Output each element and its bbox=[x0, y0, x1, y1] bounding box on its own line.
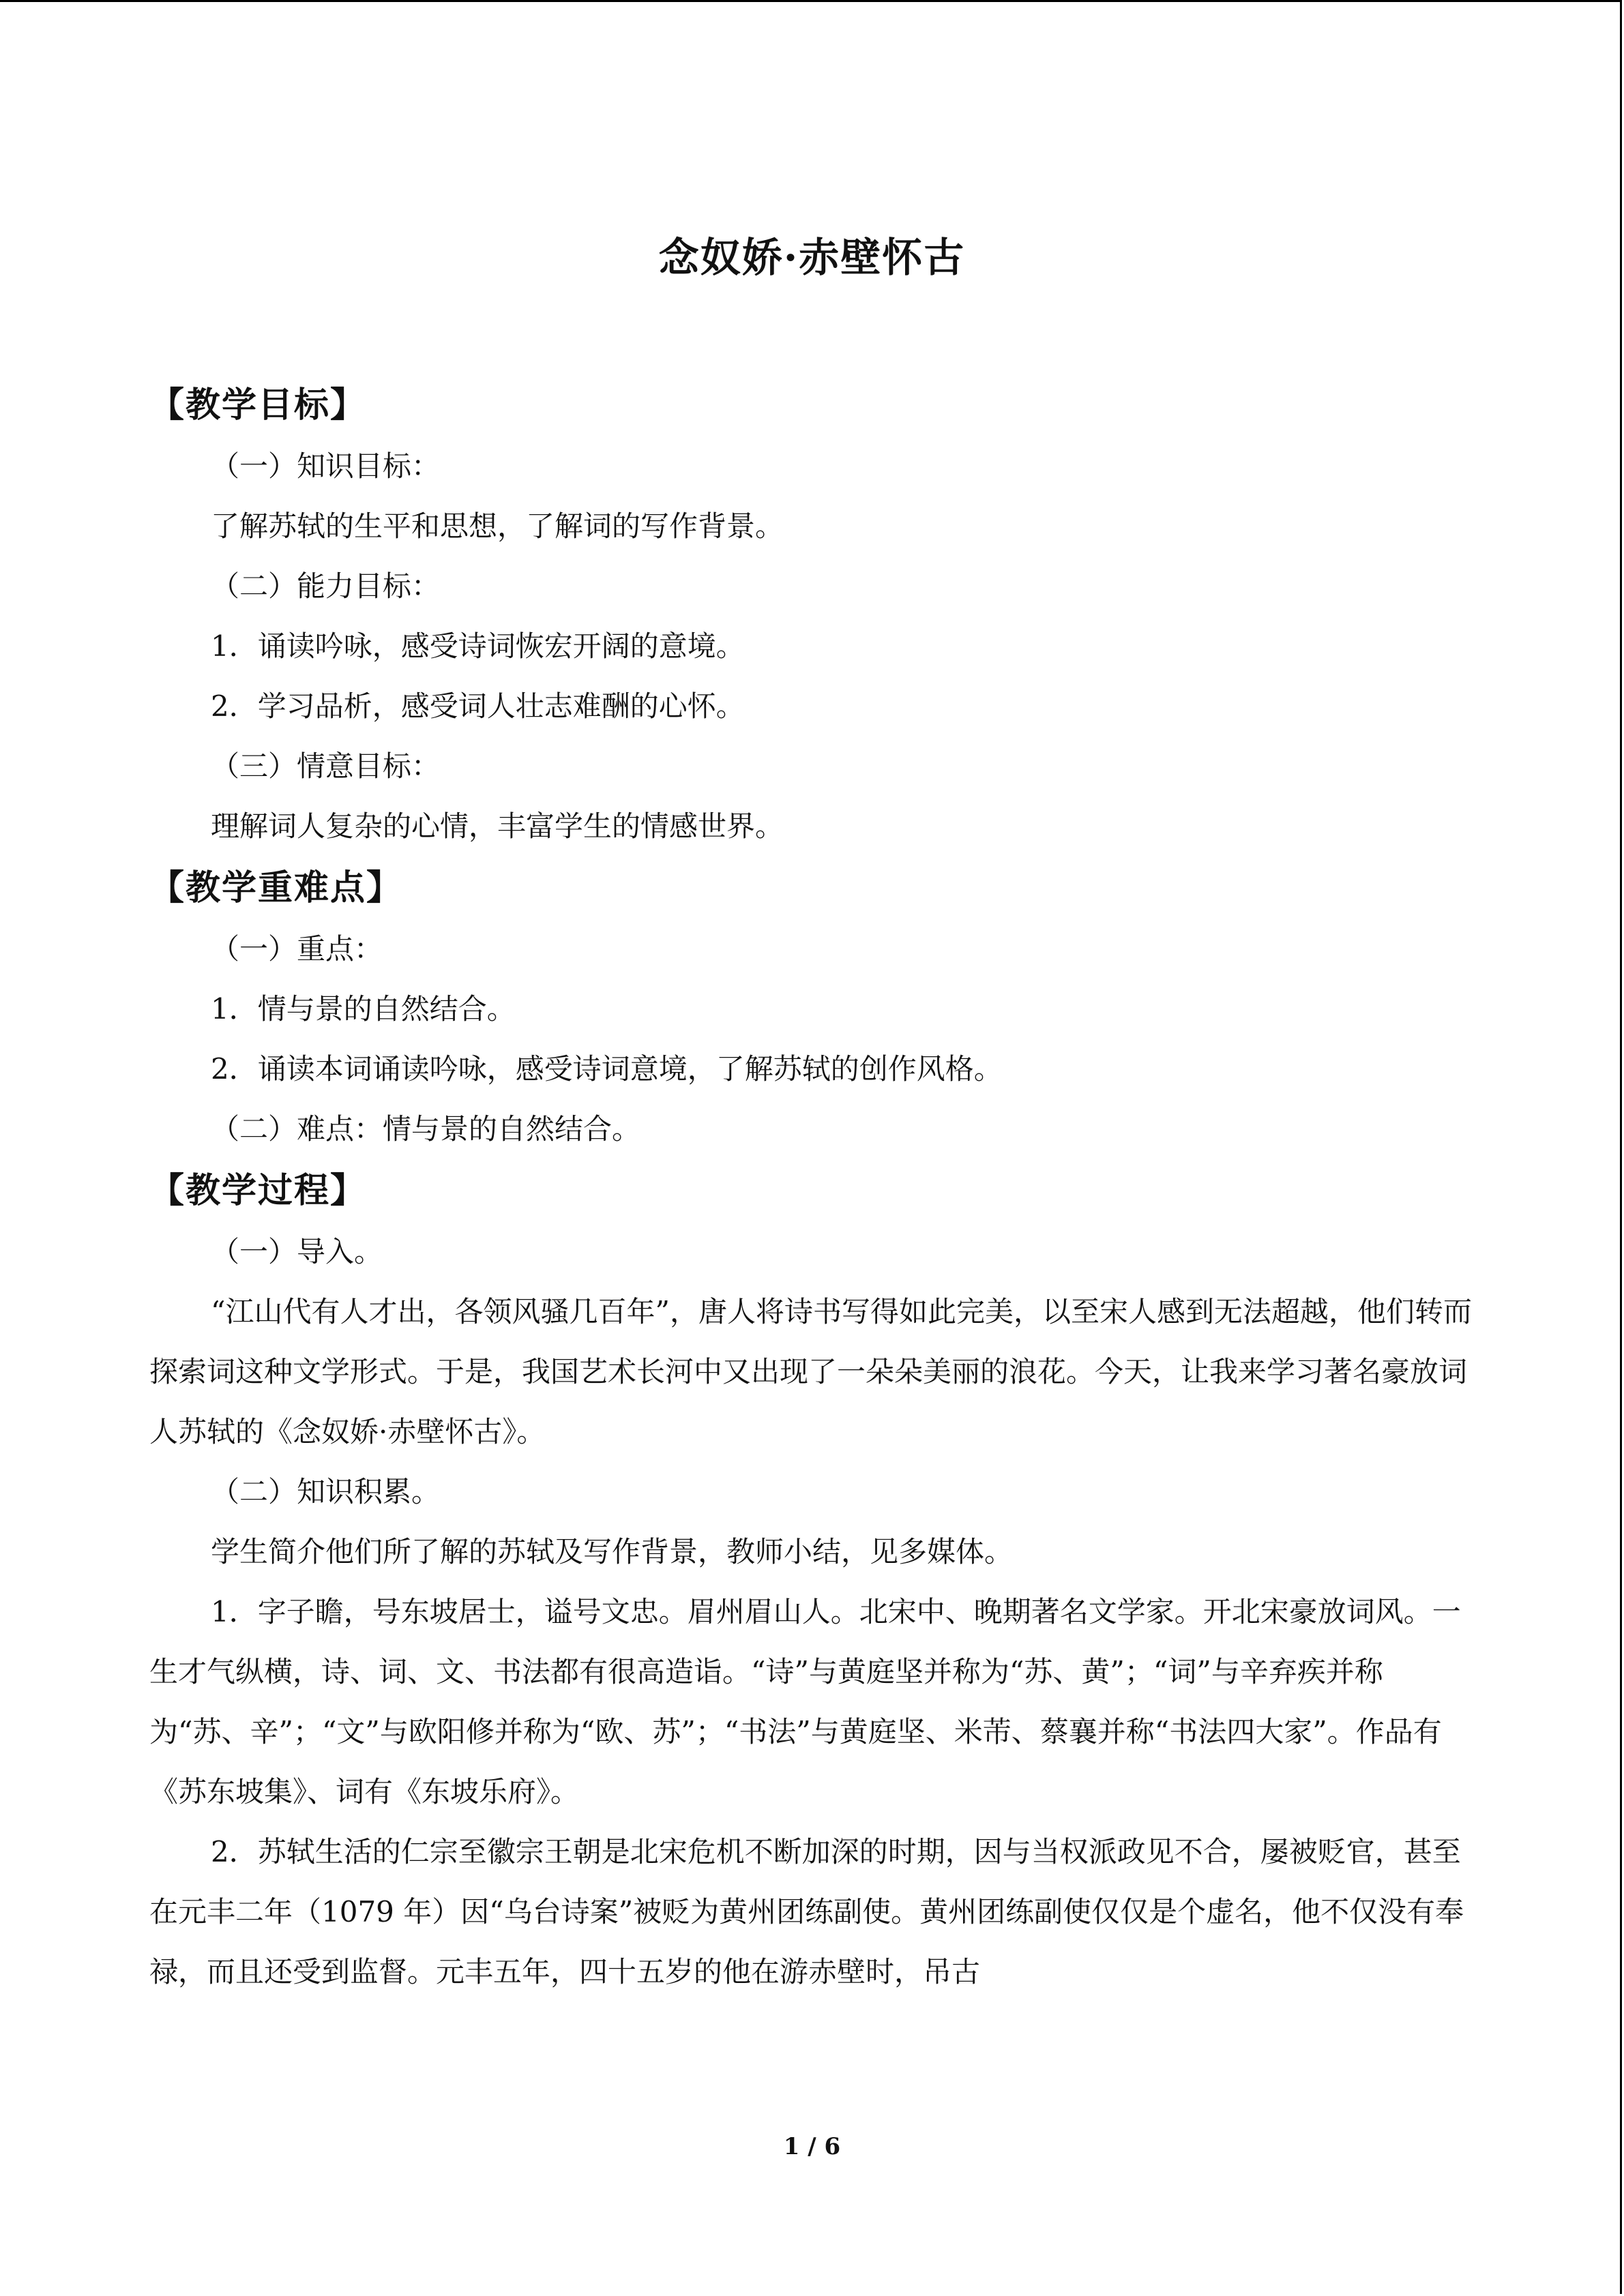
key-points-paragraph: 2．诵读本词诵读吟咏，感受诗词意境，了解苏轼的创作风格。 bbox=[211, 1052, 1003, 1086]
document-title: 念奴娇·赤壁怀古 bbox=[658, 233, 966, 281]
section-heading-objectives: 【教学目标】 bbox=[149, 385, 367, 426]
objectives-paragraph: （二）能力目标： bbox=[211, 569, 441, 603]
objectives-paragraph: 了解苏轼的生平和思想，了解词的写作背景。 bbox=[211, 509, 784, 543]
section-key-points bbox=[149, 856, 1477, 1159]
key-points-paragraph: （二）难点：情与景的自然结合。 bbox=[211, 1112, 641, 1146]
objectives-paragraph: 1．诵读吟咏，感受诗词恢宏开阔的意境。 bbox=[211, 629, 745, 663]
process-paragraph: 学生简介他们所了解的苏轼及写作背景，教师小结，见多媒体。 bbox=[211, 1535, 1014, 1568]
objectives-paragraph: （三）情意目标： bbox=[211, 749, 441, 783]
page-number: 1 / 6 bbox=[783, 2133, 841, 2160]
objectives-paragraph: 2．学习品析，感受词人壮志难酬的心怀。 bbox=[211, 689, 745, 723]
section-objectives bbox=[149, 374, 1477, 856]
process-paragraph: 2．苏轼生活的仁宗至徽宗王朝是北宋危机不断加深的时期，因与当权派政见不合，屡被贬官，甚至在元丰二年（1079 年）因“乌台诗案”被贬为黄州团练副使。黄州团练副使仅仅是个虚名，他不仅没有奉禄，而且还受到监督。元丰五年，四十五岁的他在游赤壁时，吊古 bbox=[149, 1835, 1464, 1988]
process-paragraph: 1．字子瞻，号东坡居士，谥号文忠。眉州眉山人。北宋中、晚期著名文学家。开北宋豪放词风。一生才气纵横，诗、词、文、书法都有很高造诣。“诗”与黄庭坚并称为“苏、黄”；“词”与辛弃疾并称为“苏、辛”；“文”与欧阳修并称为“欧、苏”；“书法”与黄庭坚、米芾、蔡襄并称“书法四大家”。作品有《苏东坡集》、词有《东坡乐府》。 bbox=[149, 1595, 1461, 1808]
document-body bbox=[149, 374, 1477, 2002]
process-paragraph: “江山代有人才出，各领风骚几百年”，唐人将诗书写得如此完美，以至宋人感到无法超越，他们转而探索词这种文学形式。于是，我国艺术长河中又出现了一朵朵美丽的浪花。今天，让我来学习著名豪放词人苏轼的《念奴娇·赤壁怀古》。 bbox=[149, 1295, 1472, 1448]
process-paragraph: （一）导入。 bbox=[211, 1235, 383, 1268]
section-heading-key-points: 【教学重难点】 bbox=[149, 867, 403, 908]
objectives-paragraph: （一）知识目标： bbox=[211, 449, 441, 483]
section-heading-process: 【教学过程】 bbox=[149, 1170, 367, 1211]
section-process bbox=[149, 1159, 1477, 2002]
process-paragraph: （二）知识积累。 bbox=[211, 1475, 441, 1508]
key-points-paragraph: 1．情与景的自然结合。 bbox=[211, 992, 516, 1026]
key-points-paragraph: （一）重点： bbox=[211, 932, 383, 966]
objectives-paragraph: 理解词人复杂的心情，丰富学生的情感世界。 bbox=[211, 809, 784, 843]
